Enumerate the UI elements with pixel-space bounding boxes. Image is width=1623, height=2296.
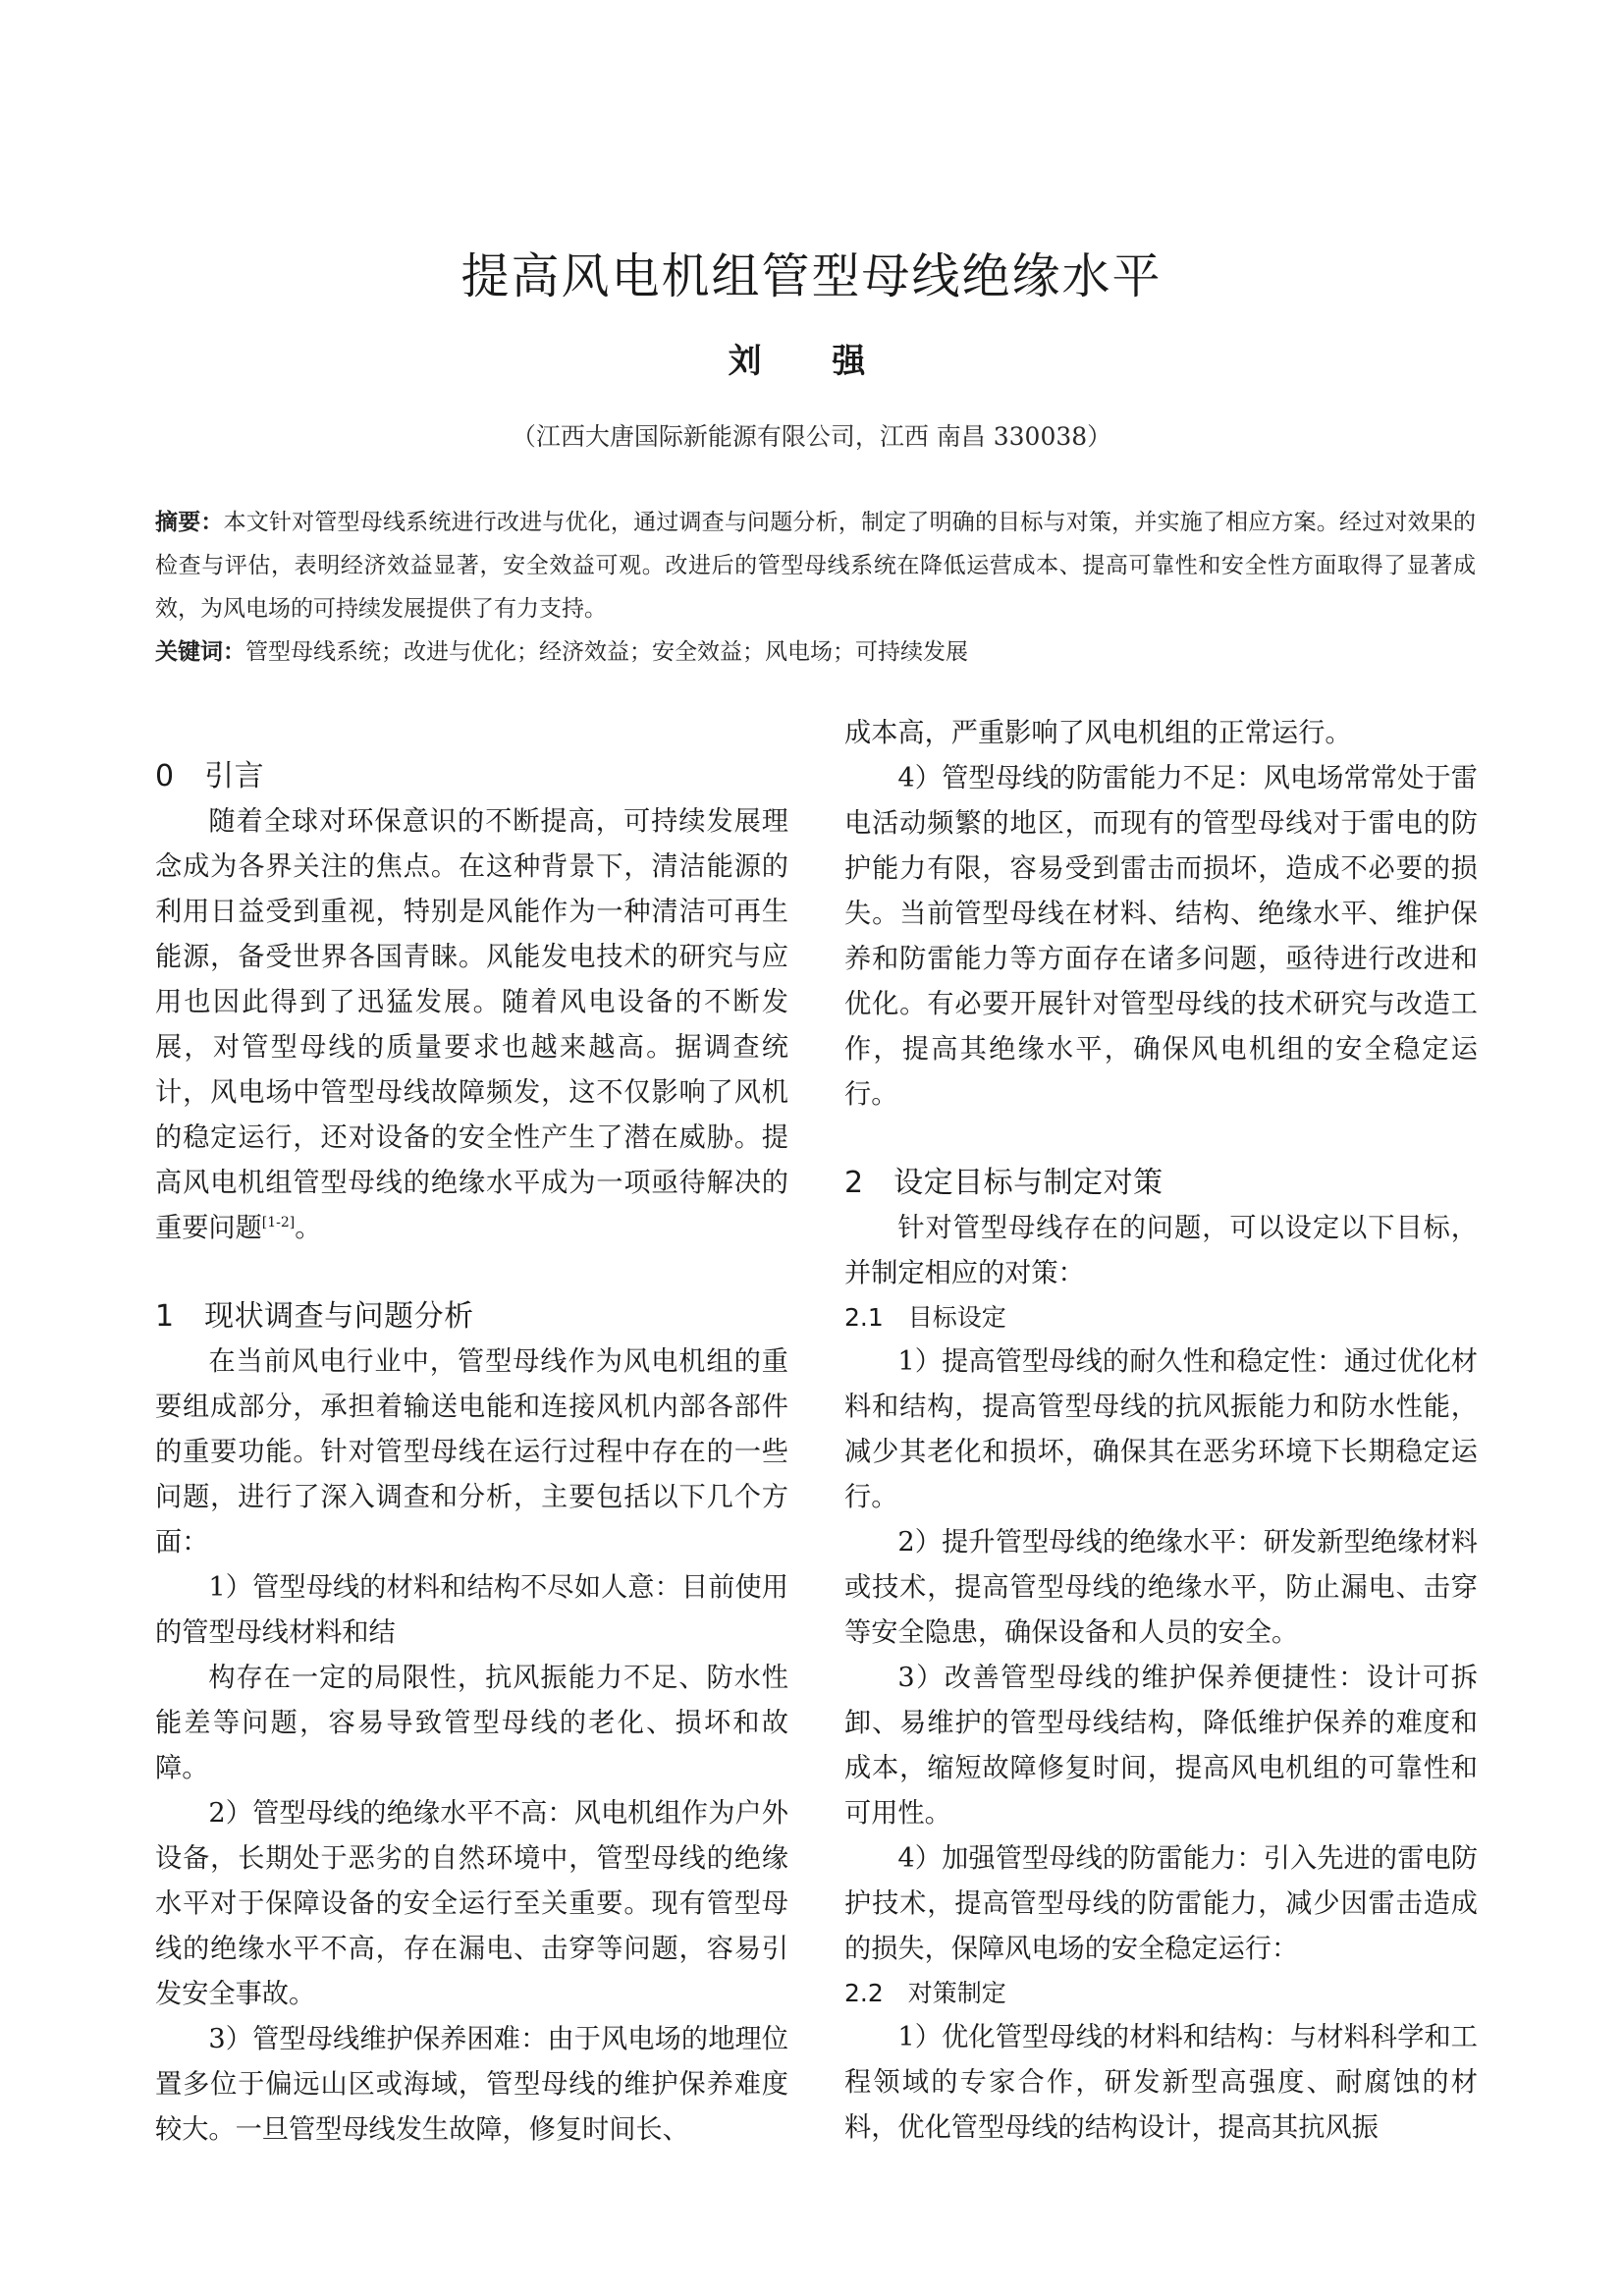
abstract-text: 本文针对管型母线系统进行改进与优化，通过调查与问题分析，制定了明确的目标与对策，并实施了相应方案。经过对效果的检查与评估，表明经济效益显著，安全效益可观。改进后的管型母线系统在降低运营成本、提高可靠性和安全性方面取得了显著成效，为风电场的可持续发展提供了有力支持。	[155, 510, 1477, 622]
section-1-item-3-cont: 成本高，严重影响了风电机组的正常运行。	[844, 718, 1352, 748]
author-affiliation: （江西大唐国际新能源有限公司，江西 南昌 330038）	[511, 422, 1112, 451]
section-1-item-4: 4）管型母线的防雷能力不足：风电场常常处于雷电活动频繁的地区，而现有的管型母线对于雷电的防护能力有限，容易受到雷击而损坏，造成不必要的损失。当前管型母线在材料、结构、绝缘水平、维护保养和防雷能力等方面存在诸多问题，亟待进行改进和优化。有必要开展针对管型母线的技术研究与改造工作，提高其绝缘水平，确保风电机组的安全稳定运行。	[844, 763, 1478, 1110]
section-1-heading: 1 现状调查与问题分析	[155, 1299, 474, 1334]
paper-title: 提高风电机组管型母线绝缘水平	[460, 248, 1163, 304]
goal-1: 1）提高管型母线的耐久性和稳定性：通过优化材料和结构，提高管型母线的抗风振能力和防水性能，减少其老化和损坏，确保其在恶劣环境下长期稳定运行。	[844, 1346, 1478, 1512]
spacer	[155, 1251, 788, 1294]
abstract-label: 摘要：	[155, 510, 224, 535]
spacer	[844, 1118, 1478, 1161]
section-2-heading: 2 设定目标与制定对策	[844, 1166, 1163, 1200]
section-1-item-3: 3）管型母线维护保养困难：由于风电场的地理位置多位于偏远山区或海域，管型母线的维护保养难度较大。一旦管型母线发生故障，修复时间长、	[155, 2024, 788, 2145]
keywords-label: 关键词：	[155, 639, 245, 665]
section-0-text: 随着全球对环保意识的不断提高，可持续发展理念成为各界关注的焦点。在这种背景下，清洁能源的利用日益受到重视，特别是风能作为一种清洁可再生能源，备受世界各国青睐。风能发电技术的研究与应用也因此得到了迅猛发展。随着风电设备的不断发展，对管型母线的质量要求也越来越高。据调查统计，风电场中管型母线故障频发，这不仅影响了风机的稳定运行，还对设备的安全性产生了潜在威胁。提高风电机组管型母线的绝缘水平成为一项亟待解决的重要问题	[155, 806, 788, 1243]
left-column	[155, 711, 788, 2153]
spacer	[155, 711, 788, 754]
author-name: 刘 强	[728, 342, 895, 381]
section-0-paragraph	[155, 799, 788, 1251]
keywords-paragraph	[155, 630, 1476, 674]
section-2-2-heading: 2.2 对策制定	[844, 1979, 1006, 2007]
goal-2: 2）提升管型母线的绝缘水平：研发新型绝缘材料或技术，提高管型母线的绝缘水平，防止漏电、击穿等安全隐患，确保设备和人员的安全。	[844, 1527, 1478, 1648]
section-2-intro: 针对管型母线存在的问题，可以设定以下目标，并制定相应的对策：	[844, 1213, 1478, 1288]
right-column	[844, 711, 1478, 2151]
section-1-paragraph-1: 在当前风电行业中，管型母线作为风电机组的重要组成部分，承担着输送电能和连接风机内部各部件的重要功能。针对管型母线在运行过程中存在的一些问题，进行了深入调查和分析，主要包括以下几个方面：	[155, 1346, 788, 1558]
abstract-paragraph	[155, 501, 1476, 630]
section-1-item-1-cont: 构存在一定的局限性，抗风振能力不足、防水性能差等问题，容易导致管型母线的老化、损坏和故障。	[155, 1663, 788, 1783]
abstract-block	[155, 501, 1476, 674]
section-1-item-2: 2）管型母线的绝缘水平不高：风电机组作为户外设备，长期处于恶劣的自然环境中，管型母线的绝缘水平对于保障设备的安全运行至关重要。现有管型母线的绝缘水平不高，存在漏电、击穿等问题，容易引发安全事故。	[155, 1798, 788, 2009]
section-2-1-heading: 2.1 目标设定	[844, 1303, 1006, 1332]
keywords-text: 管型母线系统；改进与优化；经济效益；安全效益；风电场；可持续发展	[245, 639, 968, 665]
goal-3: 3）改善管型母线的维护保养便捷性：设计可拆卸、易维护的管型母线结构，降低维护保养的难度和成本，缩短故障修复时间，提高风电机组的可靠性和可用性。	[844, 1663, 1478, 1829]
goal-4: 4）加强管型母线的防雷能力：引入先进的雷电防护技术，提高管型母线的防雷能力，减少因雷击造成的损失，保障风电场的安全稳定运行：	[844, 1843, 1478, 1964]
section-0-end: 。	[295, 1213, 322, 1243]
section-1-item-1: 1）管型母线的材料和结构不尽如人意：目前使用的管型母线材料和结	[155, 1572, 788, 1648]
citation-ref: [1-2]	[261, 1214, 296, 1230]
section-0-heading: 0 引言	[155, 759, 265, 793]
measure-1: 1）优化管型母线的材料和结构：与材料科学和工程领域的专家合作，研发新型高强度、耐腐蚀的材料，优化管型母线的结构设计，提高其抗风振	[844, 2022, 1478, 2143]
